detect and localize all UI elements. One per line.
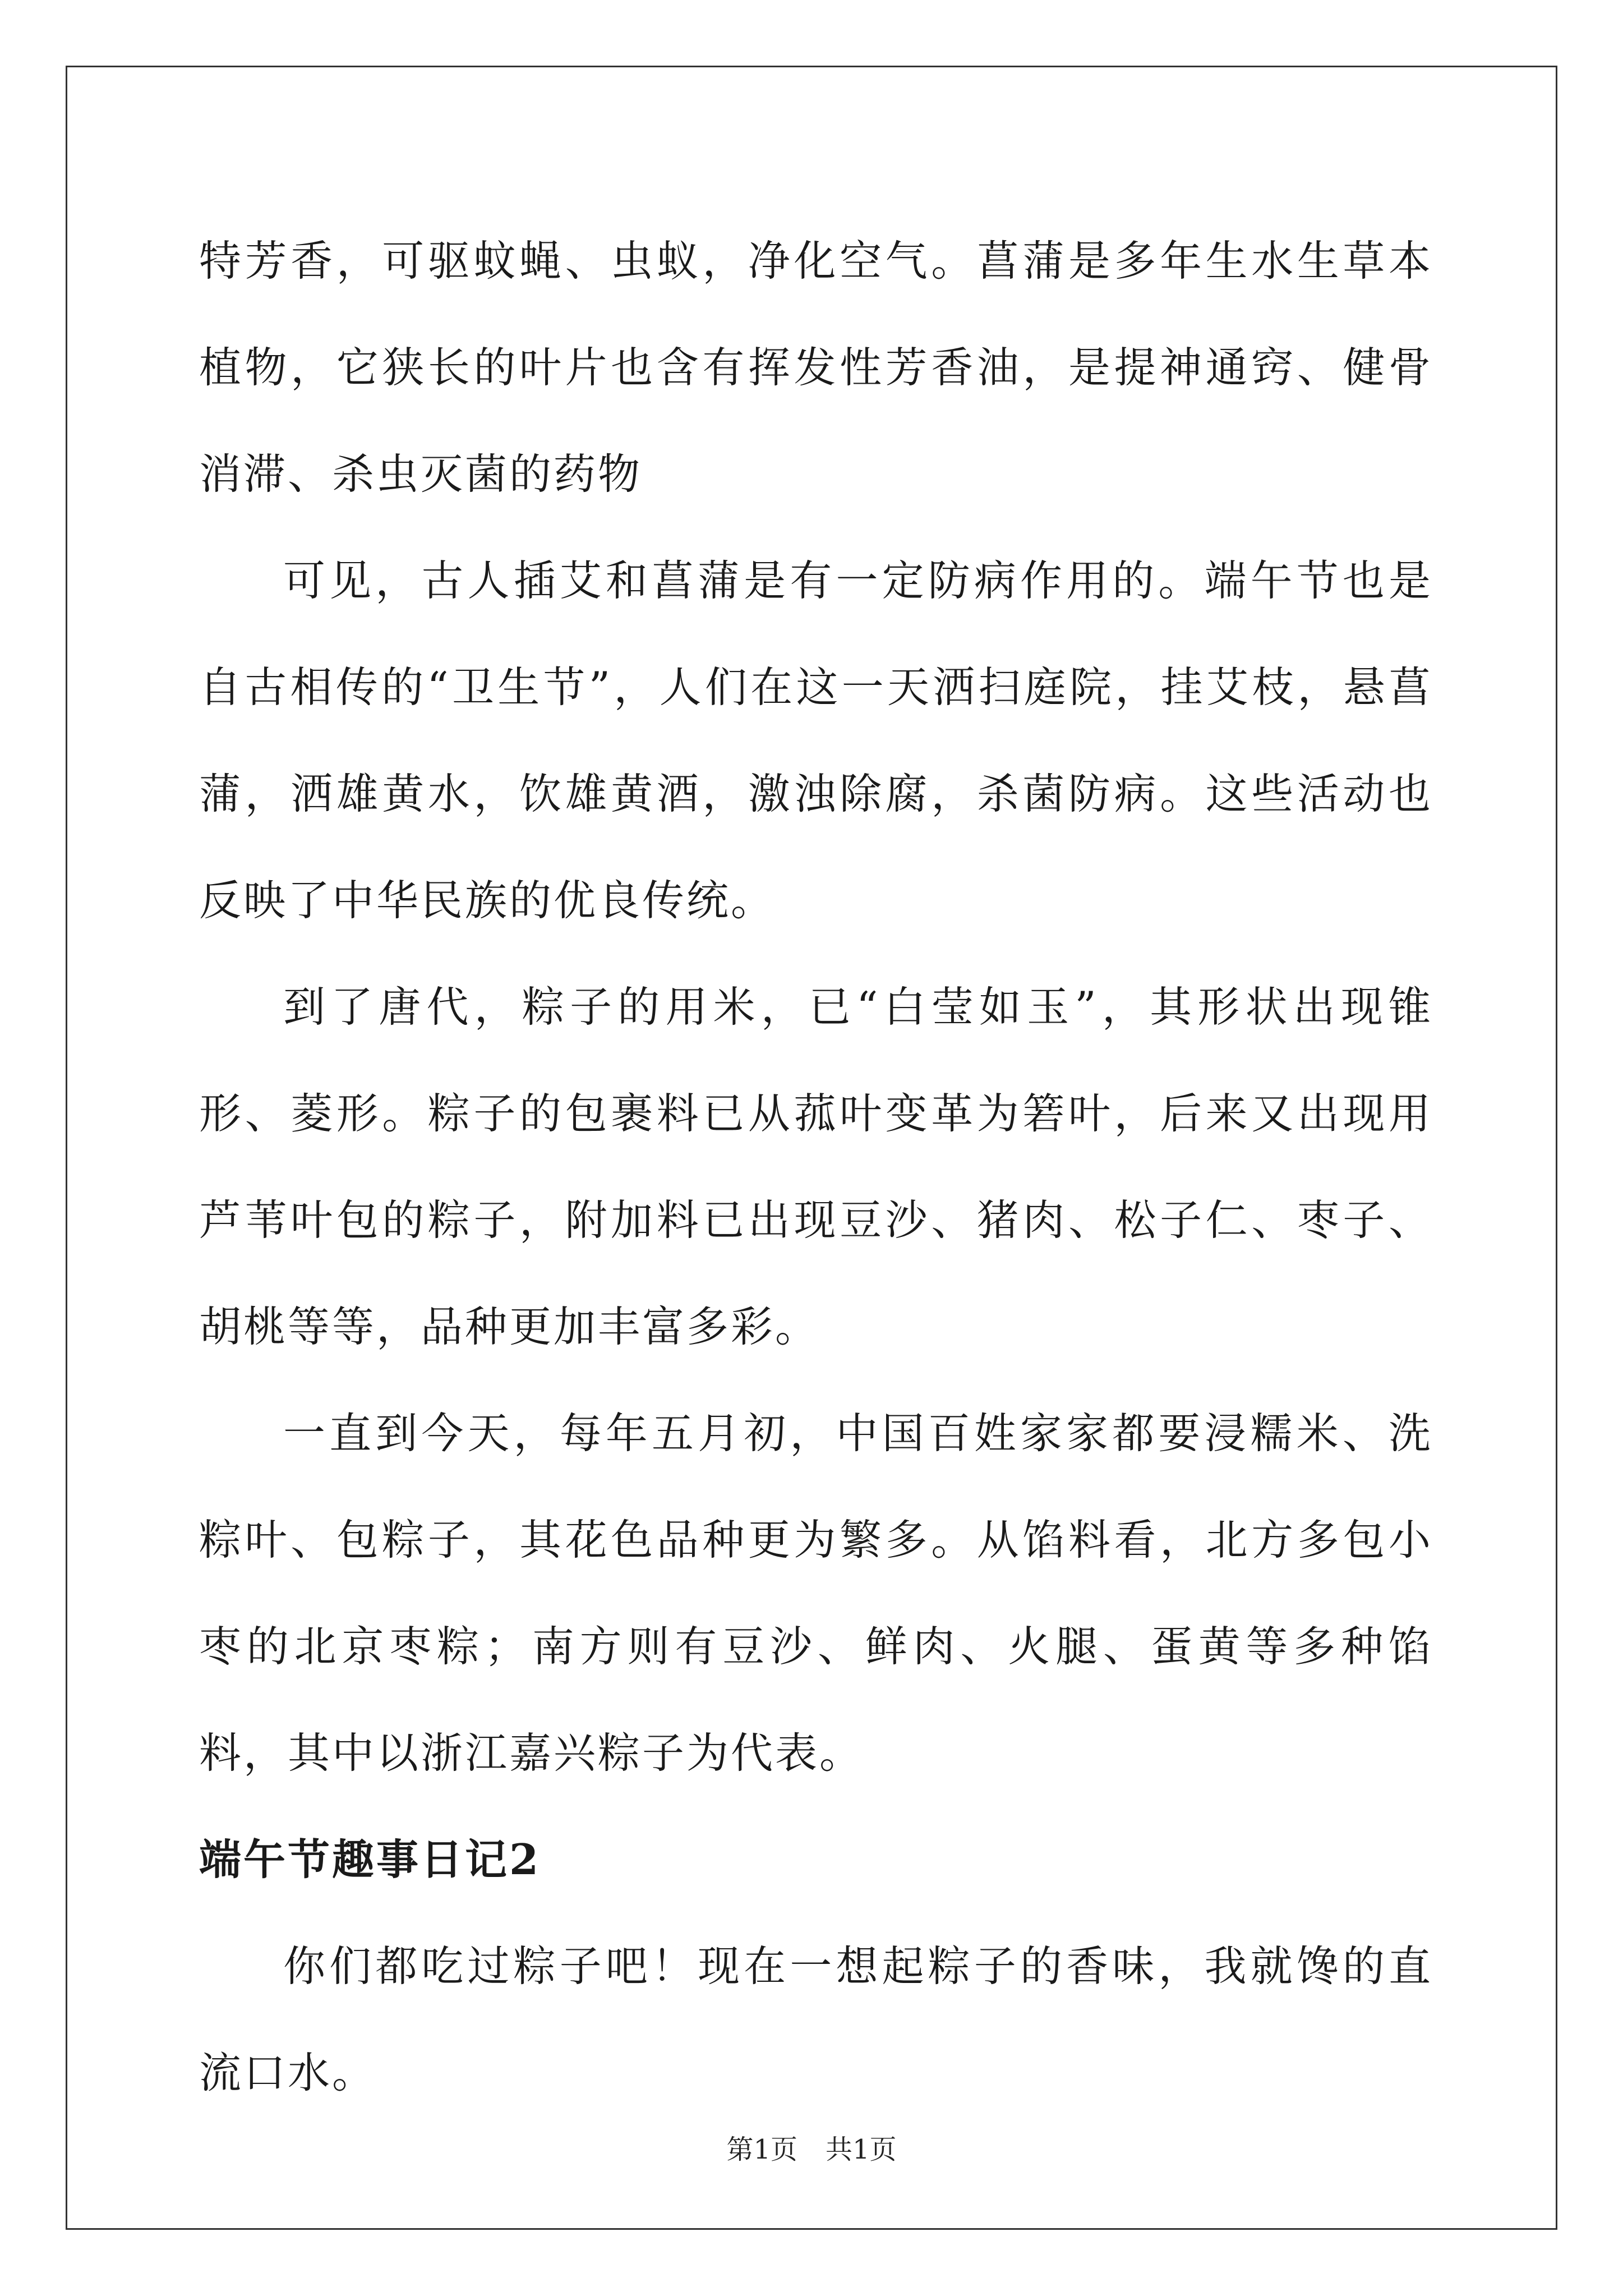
page-number-current: 第1页 (726, 2134, 797, 2165)
paragraph-2: 可见，古人插艾和菖蒲是有一定防病作用的。端午节也是自古相传的“卫生节”，人们在这一天洒扫庭院，挂艾枝，悬菖蒲，洒雄黄水，饮雄黄酒，激浊除腐，杀菌防病。这些活动也反映了中华民族的优良传统。 (199, 556, 1433, 925)
paragraph-3: 到了唐代，粽子的用米，已“白莹如玉”，其形状出现锥形、菱形。粽子的包裹料已从菰叶变革为箬叶，后来又出现用芦苇叶包的粽子，附加料已出现豆沙、猪肉、松子仁、枣子、胡桃等等，品种更加丰富多彩。 (199, 982, 1433, 1351)
page-number-total: 共1页 (826, 2134, 897, 2165)
section-heading: 端午节趣事日记2 (199, 1835, 541, 1884)
paragraph-4: 一直到今天，每年五月初，中国百姓家家都要浸糯米、洗粽叶、包粽子，其花色品种更为繁多。从馅料看，北方多包小枣的北京枣粽；南方则有豆沙、鲜肉、火腿、蛋黄等多种馅料，其中以浙江嘉兴粽子为代表。 (199, 1409, 1433, 1778)
document-body (199, 208, 1433, 2126)
page-footer (0, 2133, 1623, 2166)
paragraph-5: 你们都吃过粽子吧！现在一想起粽子的香味，我就馋的直流口水。 (199, 1941, 1433, 2097)
paragraph-1: 特芳香，可驱蚊蝇、虫蚁，净化空气。菖蒲是多年生水生草本植物，它狭长的叶片也含有挥发性芳香油，是提神通窍、健骨消滞、杀虫灭菌的药物 (199, 236, 1433, 499)
